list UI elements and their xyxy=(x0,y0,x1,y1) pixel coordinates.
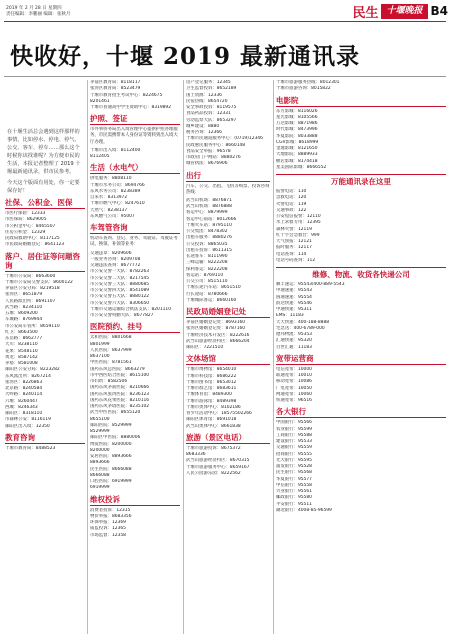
list-item: 交通事故：122 xyxy=(276,207,307,213)
section-label: 民生 xyxy=(352,5,379,21)
column-4 xyxy=(276,80,446,636)
column-1 xyxy=(5,80,85,636)
list-item: 国药东风总医院：8663279 xyxy=(90,366,145,372)
list-item: 湖北银行：4008-85-96599 xyxy=(276,507,332,513)
lead-text: 在十堰生活总会遇到这样那样的事情，比如停水、停电、停气、公交、客车、停车……那么这个时候你该找谁呢？为方便市民的生活，本报记者整理了 2019 十堰最新通讯录，供市民参考。 xyxy=(7,129,81,175)
masthead-editor: 责任编辑：李鹏丽 编辑：张秋月 xyxy=(6,12,71,17)
list-item: 十堰经济技术开发区：8222616 xyxy=(186,332,250,338)
list-item: 十堰市群艺馆：8683611 xyxy=(186,386,237,392)
list-item: 德邦物流：95353 xyxy=(276,332,312,337)
list-item: 国药东风茅塔医院：8235102 xyxy=(90,404,150,410)
list-item: 万达影城：8871986 xyxy=(276,121,318,126)
section-title: 维修、物流、收货各快递公司 xyxy=(276,267,446,280)
list-item: 消费者投诉：12315 xyxy=(90,507,131,513)
list-item: 市公安交警六大队：8306650 xyxy=(90,300,150,306)
column-divider xyxy=(87,80,88,634)
list-item: 十堰市燃气中心：8247610 xyxy=(90,201,145,207)
list-item: 城管执法：8676906 xyxy=(186,161,228,167)
list-item: 市公安局车管所：8659110 xyxy=(5,323,60,329)
col1-section-0 xyxy=(5,198,85,249)
list-item: 劳动监察大队：8653297 xyxy=(186,117,237,123)
list-item: 平安银行：95511 xyxy=(276,501,312,507)
list-item: 茅箭区婚姻登记处：8693160 xyxy=(186,320,246,326)
section-title: 落户、居住证等问题咨询 xyxy=(5,252,85,272)
list-item: 6919999 xyxy=(90,485,110,491)
list-item: 住房公积金：12329 xyxy=(5,229,46,235)
list-item: 光大银行：95595 xyxy=(276,457,312,463)
list-item: 保利客运：8222208 xyxy=(186,266,228,272)
list-item: 客运中心南站：8012666 xyxy=(186,216,237,222)
list-item: 环保举报：12369 xyxy=(90,520,126,526)
section-title: 医院预约、挂号 xyxy=(90,322,180,333)
list-item: 建设银行：95533 xyxy=(276,439,312,444)
list-item: 博爱医院：8200000 xyxy=(90,441,132,447)
list-item: 市公安交警二大队：8217545 xyxy=(90,275,150,281)
section-title: 电影院 xyxy=(276,96,446,107)
list-item: 民生医院：8666088 xyxy=(90,466,132,472)
list-item: 民政局救助中心：8117125 xyxy=(5,236,60,241)
lead-intro xyxy=(5,128,85,195)
list-item: 人民医院：8637999 xyxy=(90,347,132,353)
list-item: 郧阳区公安分局：8223282 xyxy=(5,367,60,373)
list-item: 十堰市游泳馆：8489398 xyxy=(186,398,237,404)
list-item: 十堰市博物馆：8654010 xyxy=(186,367,237,373)
list-item: 8112405 xyxy=(90,154,110,160)
list-item: 十堰市公安局交警支队：8600122 xyxy=(5,279,73,285)
list-item: 十堰市旅游咨询：8015822 xyxy=(276,86,331,92)
list-item: 武当山机场：8876871 xyxy=(186,197,232,203)
list-item: 天气预报：12121 xyxy=(276,239,312,244)
list-item: 铁通宽带：96516 xyxy=(276,398,312,403)
list-item: 武当路：8234110 xyxy=(5,304,43,310)
section-title: 万能通讯录在这里 xyxy=(276,174,446,187)
list-item: 郧阳区出入境：12350 xyxy=(5,423,50,429)
list-item: 茅箭区公安分局：8219518 xyxy=(5,286,60,291)
section-title: 民政局婚姻登记处 xyxy=(186,307,270,318)
list-item: 张湾区教育局：8523479 xyxy=(90,86,141,92)
section-paragraph: 市外事侨务局出入境管理中心提供护照办理服务，市民需携带本人身份证等资料到出入境大厅办理。 xyxy=(90,127,178,145)
list-item: 水上求救专用：12395 xyxy=(276,220,321,226)
lead-sign: 今天这个版面有用处，你一定要保存好！ xyxy=(7,180,80,194)
section-title: 维权投诉 xyxy=(90,495,180,506)
list-item: 市医保局：8629005 xyxy=(5,217,47,223)
list-item: 电话号码查询：112 xyxy=(276,257,316,263)
section-title: 生活（水电气） xyxy=(90,163,180,174)
section-title: 各大银行 xyxy=(276,407,446,418)
col1-section-1 xyxy=(5,252,85,430)
section-title: 出行 xyxy=(186,171,270,182)
section-title: 教育咨询 xyxy=(5,433,85,444)
list-item: 花果：8548110 xyxy=(5,348,38,354)
list-item: 张湾区：8226863 xyxy=(5,379,43,385)
list-item: 8637100 xyxy=(90,354,110,360)
list-item: 市场监督：12358 xyxy=(90,532,126,538)
list-item: 郧阳区：7221510 xyxy=(186,345,224,351)
list-item: 8529999 xyxy=(90,429,110,435)
list-item: 顺丰速运：95543/400-889-5543 xyxy=(276,282,345,287)
list-item: 十堰市普通高中学生资助中心：8319892 xyxy=(90,105,172,110)
list-item: 食品安全举报：96578 xyxy=(186,148,231,154)
list-item: 汇通快递：95320 xyxy=(276,338,312,344)
list-item: 公交投诉：8865035 xyxy=(186,241,228,247)
list-item: 十堰市旅游投诉：8675372 xyxy=(186,445,241,451)
list-item: 广电宽带：10050 xyxy=(276,385,312,391)
list-item: 市公积金中心：8465507 xyxy=(5,223,56,229)
list-item: 十堰市交通运输综合执法支队：8201110 xyxy=(90,306,172,312)
list-item: 长途客车：8111990 xyxy=(186,254,228,260)
list-item: 房产登记服务：12345 xyxy=(186,80,231,85)
list-item: 质监投诉：12365 xyxy=(90,526,126,532)
headline-rule xyxy=(4,76,446,77)
list-item: 三峰运输：8222208 xyxy=(186,260,228,266)
list-item: 中通快递：95311 xyxy=(276,307,312,312)
list-item: 张湾区婚姻登记处：8787160 xyxy=(186,326,246,332)
list-item: 一般业务咨询：8209708 xyxy=(90,256,141,262)
list-item: 大地影院：8889933 xyxy=(276,152,318,158)
list-item: 出租车投诉：8611315 xyxy=(186,247,232,253)
list-item: 红卫：8663500 xyxy=(5,329,38,335)
list-item: 兴业银行：95561 xyxy=(276,489,312,494)
section-title: 护照、签证 xyxy=(90,114,180,125)
list-item: 安全事故投诉：8119575 xyxy=(186,105,237,110)
list-item: 华夏影院：8033888 xyxy=(276,133,318,139)
list-item: 郧阳医院：8529999 xyxy=(90,422,132,428)
list-item: 农业银行：95599 xyxy=(276,426,312,432)
list-item: 邮政银行：95580 xyxy=(276,495,312,501)
list-item: 郧阳区：8318110 xyxy=(5,411,43,416)
column-divider xyxy=(183,80,184,634)
masthead-meta xyxy=(6,6,70,18)
list-item: 交通银行：95559 xyxy=(276,445,312,451)
list-item: 张湾区：8651879 xyxy=(5,292,43,298)
list-item: 市公安交警三大队：8880685 xyxy=(90,281,150,287)
list-item: 市森林公安：8116119 xyxy=(5,417,51,423)
list-item: 东岳路：8662777 xyxy=(5,336,43,341)
list-item: 北京路：8240584 xyxy=(5,386,43,391)
list-item: 客运中心：8879999 xyxy=(186,210,228,216)
list-item: 金逸影城：8121650 xyxy=(276,146,318,151)
list-item: 市中西医结合医院：8615100 xyxy=(90,372,150,378)
list-item: 十堰市教育招生考试中心：8224675 xyxy=(90,92,163,98)
list-item: 电话查询：114 xyxy=(276,251,307,257)
list-item: 百世汇通：11183 xyxy=(276,344,312,350)
list-item: 星美国际影城：8666552 xyxy=(276,164,327,170)
list-item: 8683336 xyxy=(186,452,206,458)
list-item: 十堰体育馆：8489300 xyxy=(186,392,232,398)
list-item: 食品药品投诉：12331 xyxy=(186,111,231,117)
list-item: 十堰市旅游服务热线：8012301 xyxy=(276,80,340,85)
list-item: 工商银行：95588 xyxy=(276,432,312,438)
list-item: 供电服务：8808110 xyxy=(90,176,132,182)
section-title: 旅游（景区电话） xyxy=(186,433,270,444)
list-item: 市公安交警特勤大队：8677827 xyxy=(90,313,154,319)
list-item: 8666088 xyxy=(90,472,110,478)
list-item: 口腔医院：6919999 xyxy=(90,479,132,485)
list-item: 郧阳区体育馆：8691018 xyxy=(186,417,237,423)
list-item: 市公安交警一大队：8782263 xyxy=(90,269,150,275)
list-item: 国药东风张湾医院：8236123 xyxy=(90,391,150,397)
list-item: 物价举报：8683356 xyxy=(90,513,132,519)
list-item: 十堰长途汽车站：8651510 xyxy=(186,285,241,291)
list-item: 民生银行：95568 xyxy=(276,470,312,476)
list-item: 8200000 xyxy=(90,447,110,453)
list-item: 东风燃气公司：95007 xyxy=(90,213,135,219)
list-item: 交通违章：8209606 xyxy=(90,250,132,256)
list-item: EMS：11183 xyxy=(276,313,304,319)
list-item: 8655100 xyxy=(90,416,110,422)
list-item: 市民政局婚姻登记：8641123 xyxy=(5,242,65,248)
newspaper-logo: 十堰晚报 xyxy=(381,4,427,19)
list-item: 移动宽带：10086 xyxy=(276,379,312,385)
list-item: 国土资源：12336 xyxy=(186,92,222,98)
list-item: 武当山旅游经济特区：8666204 xyxy=(186,338,250,344)
list-item: 东方影城：8116026 xyxy=(276,108,318,114)
list-item: 横店影城：8174418 xyxy=(276,158,318,164)
list-item: 8201461 xyxy=(90,98,110,104)
list-item: 十堰市图书馆：8653012 xyxy=(186,379,237,385)
list-item: 东风派出所：8267214 xyxy=(5,373,51,379)
list-item: 十堰市出入境：8112400 xyxy=(90,147,141,153)
list-item: 十堰火车站：8795110 xyxy=(186,222,232,228)
list-item: 浦发银行：95528 xyxy=(276,464,312,469)
list-item: 卫生监督投诉：8652189 xyxy=(186,86,237,92)
col1-section-2 xyxy=(5,433,85,452)
masthead-date: 2019 年 2 月 28 日 星期四 xyxy=(6,6,62,11)
list-item: 十堰市奥体中心：8102186 xyxy=(186,404,241,410)
list-item: 国药东风茅箭医院：8210666 xyxy=(90,385,150,391)
list-item: 客运站：8769110 xyxy=(186,272,224,278)
list-item: 大川：8238110 xyxy=(5,342,38,348)
list-item: 华夏银行：95577 xyxy=(276,476,312,482)
list-item: CGV影城：8618999 xyxy=(276,139,319,145)
list-item: 大岭路：8240114 xyxy=(5,392,43,398)
list-item: 五堰：8609200 xyxy=(5,311,38,316)
list-item: 天然气：8238137 xyxy=(90,207,128,213)
list-item: 十堰市科技馆：8686222 xyxy=(186,373,237,379)
list-item: 公交集团：8478302 xyxy=(186,229,228,235)
list-item: 十堰市教育局：8488523 xyxy=(5,445,56,451)
list-item: 黄龙：8587142 xyxy=(5,354,38,360)
list-item: 市公安交警四大队：8541089 xyxy=(90,288,150,294)
list-item: 茅箭区教育局：8118117 xyxy=(90,80,141,85)
list-item: 安居医院：8893666 xyxy=(90,454,132,460)
list-item: 报警电话：110 xyxy=(276,189,307,194)
list-item: 武当山机场：8876888 xyxy=(186,204,232,210)
list-item: 自来水：8313972 xyxy=(90,195,128,201)
section-title: 文体场馆 xyxy=(186,354,270,365)
list-item: 郧阳区中医院：8880006 xyxy=(90,435,141,441)
top-rule xyxy=(4,21,446,22)
list-item: 出租车服务：8880276 xyxy=(186,235,232,241)
list-item: 电信宽带：10000 xyxy=(276,366,312,372)
list-item: 东风水务公司：8238389 xyxy=(90,188,141,194)
list-item: 8893666 xyxy=(90,460,110,466)
list-item: 招商银行：95555 xyxy=(276,451,312,457)
section-title: 社保、公积金、医保 xyxy=(5,198,85,209)
list-item: 十堰市公安局：8663600 xyxy=(5,273,56,279)
headline: 快收好，十堰 2019 最新通讯录 xyxy=(10,43,361,70)
list-item: 时代影城：8473996 xyxy=(276,127,318,133)
list-item: 青少年活动中心：18575502266 xyxy=(186,411,252,417)
page-number: B4 xyxy=(430,4,448,18)
column-divider xyxy=(273,80,274,634)
list-item: 城乡建设：8880 xyxy=(186,123,220,129)
list-item: 圆通速递：95554 xyxy=(276,294,312,300)
list-item: 公安短信报警：12110 xyxy=(276,214,321,219)
list-item: 市医疗保险：12333 xyxy=(5,211,46,216)
list-item: 武当山奥体中心：8661838 xyxy=(186,423,241,429)
list-item: 市妇幼：8582506 xyxy=(90,379,128,385)
list-item: 红十字会急救台：999 xyxy=(276,232,320,238)
list-item: 8801999 xyxy=(90,341,110,347)
list-item: 中信银行：95558 xyxy=(276,482,312,488)
column-2 xyxy=(90,80,180,636)
list-item: 六堰：8260447 xyxy=(5,398,38,404)
list-item: 联通宽带：10010 xyxy=(276,373,312,378)
list-item: 中医医院：8781561 xyxy=(90,360,132,366)
list-item: 西城：8246343 xyxy=(5,404,38,410)
list-item: 十堰市民通道服务中心：(0719)12346 xyxy=(186,136,263,142)
section-title: 宽带运营商 xyxy=(276,354,446,365)
list-item: 十堰城际客运：8660160 xyxy=(186,297,237,303)
list-item: 市公安交警五大队：8880122 xyxy=(90,294,150,300)
list-item: 税务咨询：12366 xyxy=(186,130,222,135)
list-item: 人民公园游乐园：8222562 xyxy=(186,470,241,476)
list-item: 宅急送：400-6789-000 xyxy=(276,325,325,331)
list-item: 茅塔：8581008 xyxy=(5,361,38,366)
column-3 xyxy=(186,80,270,636)
list-item: 行长途站：8780666 xyxy=(186,291,228,297)
section-title: 车驾管咨询 xyxy=(90,223,180,234)
list-item: 报时服务：12117 xyxy=(276,245,312,251)
section-paragraph: 汽车、公交、出租、飞机等购票、投诉咨询热线： xyxy=(186,183,270,195)
list-item: 火警电话：119 xyxy=(276,201,307,207)
list-item: 十堰市旅游服务中心：8659167 xyxy=(186,464,250,470)
section-paragraph: 机动车查询、登记、业务、驾驶证、驾驶证考试、换领、补领等业务： xyxy=(90,236,178,248)
list-item: 武当山旅游经济特区：8670315 xyxy=(186,458,250,464)
list-item: 人民路派出所：8691107 xyxy=(5,298,56,304)
list-item: 民政惠民服务中心：8660148 xyxy=(186,142,246,148)
list-item: 太和医院：8801668 xyxy=(90,335,132,341)
list-item: 申通速递：95543 xyxy=(276,288,312,294)
list-item: 森林火警：12119 xyxy=(276,226,312,232)
list-item: 国药东风花果医院：8210116 xyxy=(90,397,150,403)
list-item: 十堰市水务公司：8694766 xyxy=(90,182,145,188)
list-item: 公交公司：8515110 xyxy=(186,279,228,285)
list-item: 车城路：8769944 xyxy=(5,317,43,323)
list-item: 市政府门户网站：8880276 xyxy=(186,155,241,160)
list-item: 网通宽带：10060 xyxy=(276,391,312,397)
list-item: 中国银行：95566 xyxy=(276,420,312,426)
list-item: 民宿热线：8654720 xyxy=(186,98,228,104)
list-item: 急救电话：120 xyxy=(276,195,307,201)
list-item: 星光影城：8105566 xyxy=(276,114,318,120)
masthead-right xyxy=(352,3,448,19)
list-item: 武当中医医院：8655120 xyxy=(90,410,141,416)
list-item: 韵达快递：95546 xyxy=(276,300,312,306)
list-item: 天天快递：400-188-8888 xyxy=(276,319,330,325)
list-item: 交通违法查询：8677772 xyxy=(90,263,141,269)
